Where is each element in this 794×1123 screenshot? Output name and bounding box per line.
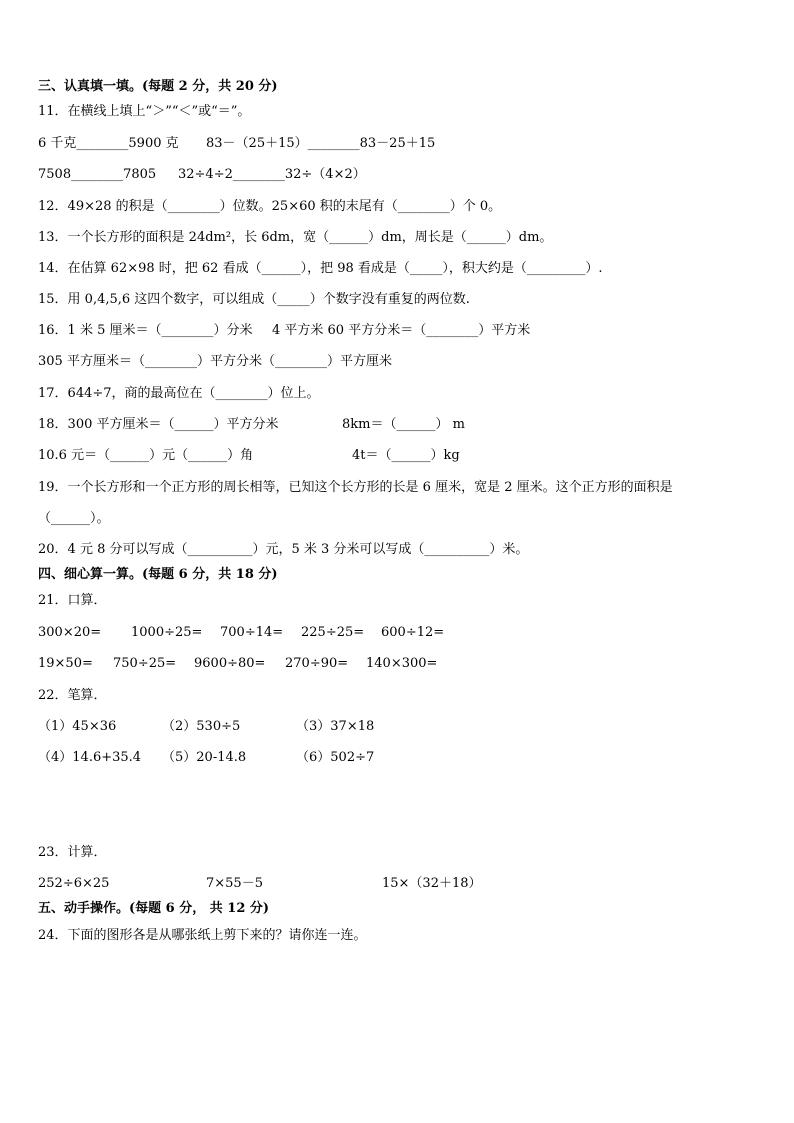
calc-item: 15×（32＋18） [382, 876, 482, 891]
mental-math-item: 140×300= [366, 656, 438, 671]
question-24: 24．下面的图形各是从哪张纸上剪下来的？请你连一连。 [38, 928, 367, 943]
section-5-heading: 五、动手操作。(每题 6 分， 共 12 分) [38, 901, 270, 916]
written-calc-item: （6）502÷7 [296, 750, 375, 765]
question-19-line-1: 19．一个长方形和一个正方形的周长相等，已知这个长方形的长是 6 厘米，宽是 2 厘米。这个正方形的面积是 [38, 480, 673, 495]
question-13: 13．一个长方形的面积是 24dm²，长 6dm，宽（______）dm，周长是（______）dm。 [38, 230, 553, 245]
mental-math-item: 1000÷25= [131, 625, 203, 640]
written-calc-item: （4）14.6+35.4 [38, 750, 142, 765]
calc-item: 7×55－5 [206, 876, 263, 891]
question-11-item-2: 83－（25＋15）________83－25＋15 [206, 136, 436, 151]
question-11-title: 11．在横线上填上“＞”“＜”或“＝”。 [38, 104, 251, 119]
question-15: 15．用 0,4,5,6 这四个数字，可以组成（_____）个数字没有重复的两位数. [38, 292, 470, 307]
question-14: 14．在估算 62×98 时，把 62 看成（______），把 98 看成是（_____），积大约是（_________）. [38, 261, 603, 276]
calc-item: 252÷6×25 [38, 876, 110, 891]
question-19-line-2: （______）。 [38, 511, 110, 526]
mental-math-item: 700÷14= [220, 625, 284, 640]
section-3-heading: 三、认真填一填。(每题 2 分，共 20 分) [38, 79, 278, 94]
question-18-part-d: 4t＝（______）kg [352, 448, 460, 463]
mental-math-item: 19×50= [38, 656, 93, 671]
written-calc-item: （3）37×18 [296, 719, 375, 734]
question-18-part-a: 18．300 平方厘米＝（______）平方分米 [38, 417, 279, 432]
question-18-part-b: 8km＝（______） m [342, 417, 465, 432]
mental-math-item: 600÷12= [381, 625, 445, 640]
question-18-part-c: 10.6 元＝（______）元（______）角 [38, 448, 254, 463]
mental-math-item: 270÷90= [285, 656, 349, 671]
question-23-title: 23．计算． [38, 845, 107, 860]
question-16-part-a: 16．1 米 5 厘米＝（________）分米 [38, 323, 253, 338]
section-4-heading: 四、细心算一算。(每题 6 分，共 18 分) [38, 567, 278, 582]
written-calc-item: （1）45×36 [38, 719, 117, 734]
question-11-item-4: 32÷4÷2________32÷（4×2） [178, 167, 366, 182]
written-calc-item: （5）20-14.8 [162, 750, 247, 765]
question-20: 20．4 元 8 分可以写成（__________）元，5 米 3 分米可以写成（__________）米。 [38, 542, 529, 557]
written-calc-item: （2）530÷5 [162, 719, 241, 734]
question-16-part-c: 305 平方厘米＝（________）平方分米（________）平方厘米 [38, 354, 392, 369]
question-11-item-3: 7508________7805 [38, 167, 157, 182]
question-21-title: 21．口算． [38, 593, 107, 608]
question-17: 17．644÷7，商的最高位在（________）位上。 [38, 386, 320, 401]
mental-math-item: 225÷25= [301, 625, 365, 640]
question-22-title: 22．笔算． [38, 688, 107, 703]
question-11-item-1: 6 千克________5900 克 [38, 136, 179, 151]
question-16-part-b: 4 平方米 60 平方分米＝（________）平方米 [272, 323, 531, 338]
mental-math-item: 300×20= [38, 625, 102, 640]
mental-math-item: 750÷25= [113, 656, 177, 671]
mental-math-item: 9600÷80= [194, 656, 266, 671]
question-12: 12．49×28 的积是（________）位数。25×60 积的末尾有（________）个 0。 [38, 199, 502, 214]
